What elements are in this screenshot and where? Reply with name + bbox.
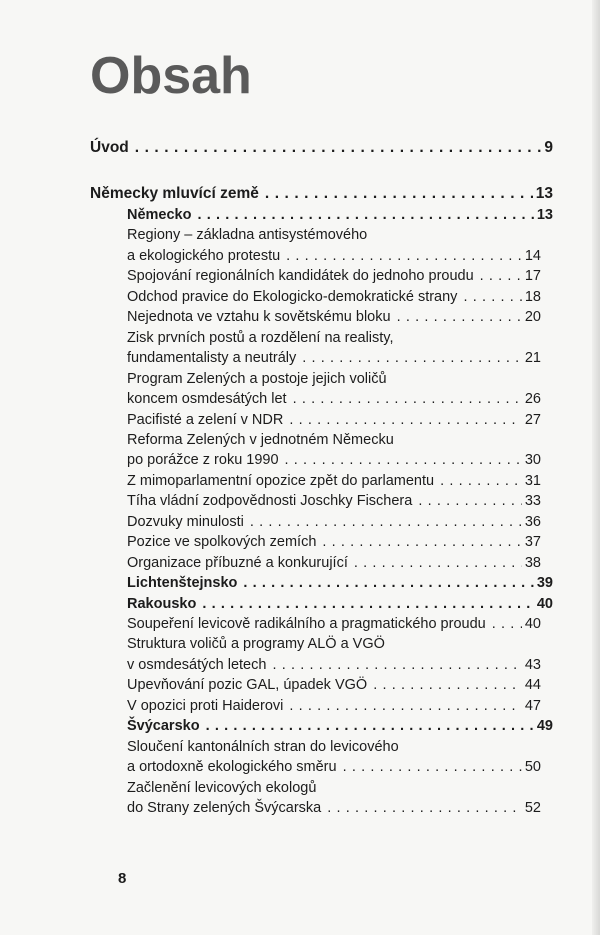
dot-leader (272, 655, 521, 675)
toc-entry (127, 798, 541, 818)
toc-entry (127, 553, 541, 573)
toc-entry (90, 138, 553, 158)
toc-entry-title: koncem osmdesátých let (127, 391, 287, 408)
toc-entry-title: Pacifisté a zelení v NDR (127, 411, 284, 428)
toc-entry-page: 27 (524, 411, 541, 428)
toc-entry (127, 287, 541, 307)
dot-leader (285, 450, 522, 470)
toc-entry (127, 737, 541, 757)
toc-entry (127, 512, 541, 532)
toc-entry-title: Úvod (90, 139, 129, 156)
toc-entry (127, 778, 541, 798)
toc-entry (127, 328, 541, 348)
dot-leader (463, 287, 521, 307)
dot-leader (373, 675, 522, 695)
toc-entry-page: 44 (524, 677, 541, 694)
dot-leader (243, 573, 533, 593)
toc-entry-page: 18 (524, 288, 541, 305)
dot-leader (289, 410, 522, 430)
toc-entry-title: a ortodoxně ekologického směru (127, 759, 337, 776)
toc-entry (127, 348, 541, 368)
toc-entry-title: Začlenění levicových ekologů (127, 779, 317, 796)
dot-leader (440, 471, 522, 491)
toc-entry-title: do Strany zelených Švýcarska (127, 800, 322, 817)
toc-entry (127, 675, 541, 695)
page-title: Obsah (90, 47, 252, 105)
toc-entry (127, 266, 541, 286)
dot-leader (197, 205, 533, 225)
toc-entry-page: 13 (535, 185, 553, 202)
toc-entry-title: Program Zelených a postoje jejich voličů (127, 370, 387, 387)
dot-leader (135, 138, 542, 158)
toc-entry (127, 594, 553, 614)
toc-entry-title: a ekologického protestu (127, 247, 281, 264)
toc-entry-page: 14 (524, 247, 541, 264)
toc-entry-page: 20 (524, 309, 541, 326)
toc-entry (127, 614, 541, 634)
toc-entry-page: 36 (524, 513, 541, 530)
toc-entry (127, 696, 541, 716)
dot-leader (492, 614, 522, 634)
toc-entry-page: 9 (544, 139, 553, 156)
toc-entry-title: Zisk prvních postů a rozdělení na realisty, (127, 329, 394, 346)
toc-entry-page: 21 (524, 350, 541, 367)
toc-entry (127, 634, 541, 654)
toc-entry-page: 39 (536, 575, 553, 592)
dot-leader (202, 594, 534, 614)
toc-entry (127, 307, 541, 327)
dot-leader (397, 307, 522, 327)
toc-entry-page: 31 (524, 472, 541, 489)
dot-leader (289, 696, 522, 716)
toc-entry-title: Rakousko (127, 595, 197, 612)
toc-entry (127, 225, 541, 245)
toc-entry-page: 26 (524, 391, 541, 408)
toc-entry (127, 471, 541, 491)
toc-entry (127, 491, 541, 511)
toc-entry-title: fundamentalisty a neutrály (127, 350, 297, 367)
dot-leader (206, 716, 534, 736)
toc-entry-page: 33 (524, 493, 541, 510)
toc-entry-title: Struktura voličů a programy ALÖ a VGÖ (127, 636, 385, 653)
toc-entry-page: 52 (524, 800, 541, 817)
toc-entry-title: Tíha vládní zodpovědnosti Joschky Fischera (127, 493, 413, 510)
toc-entry (127, 532, 541, 552)
toc-entry-page: 30 (524, 452, 541, 469)
toc-entry-title: Lichtenštejnsko (127, 575, 238, 592)
toc-entry (127, 450, 541, 470)
dot-leader (343, 757, 522, 777)
toc-entry (127, 410, 541, 430)
toc-entry-title: Německy mluvící země (90, 185, 259, 202)
page-edge (592, 0, 600, 935)
toc-entry (90, 184, 553, 204)
dot-leader (286, 246, 522, 266)
toc-entry-title: Z mimoparlamentní opozice zpět do parlamentu (127, 472, 435, 489)
toc-entry-title: Švýcarsko (127, 718, 200, 735)
toc-entry (127, 655, 541, 675)
toc-entry-title: po porážce z roku 1990 (127, 452, 279, 469)
toc-entry (127, 757, 541, 777)
toc-entry-title: Pozice ve spolkových zemích (127, 534, 317, 551)
toc-entry-title: Reforma Zelených v jednotném Německu (127, 431, 394, 448)
toc-entry-title: Regiony – základna antisystémového (127, 227, 368, 244)
toc-entry (127, 246, 541, 266)
toc-entry-page: 43 (524, 656, 541, 673)
toc-entry-title: Upevňování pozic GAL, úpadek VGÖ (127, 677, 368, 694)
dot-leader (354, 553, 522, 573)
toc-entry (127, 716, 553, 736)
toc-entry (127, 430, 541, 450)
dot-leader (302, 348, 522, 368)
toc-entry-title: Odchod pravice do Ekologicko-demokratické strany (127, 288, 458, 305)
dot-leader (418, 491, 522, 511)
toc-entry (127, 573, 553, 593)
toc-entry-page: 50 (524, 759, 541, 776)
toc-entry-page: 40 (536, 595, 553, 612)
toc-entry-title: Nejednota ve vztahu k sovětskému bloku (127, 309, 391, 326)
toc-entry-title: Dozvuky minulosti (127, 513, 244, 530)
dot-leader (327, 798, 522, 818)
dot-leader (322, 532, 521, 552)
toc-entry-title: Organizace příbuzné a konkurující (127, 554, 348, 571)
toc-entry-title: V opozici proti Haiderovi (127, 697, 284, 714)
dot-leader (265, 184, 533, 204)
dot-leader (480, 266, 522, 286)
toc-entry-title: v osmdesátých letech (127, 656, 267, 673)
toc-entry-page: 13 (536, 207, 553, 223)
toc-entry-page: 40 (524, 616, 541, 632)
toc-entry-page: 17 (524, 268, 541, 285)
toc-entry-title: Sloučení kantonálních stran do levicového (127, 738, 399, 755)
toc-entry (127, 389, 541, 409)
toc-entry (127, 369, 541, 389)
toc-entry-title: Německo (127, 207, 192, 223)
dot-leader (250, 512, 522, 532)
toc-entry-page: 38 (524, 554, 541, 571)
toc-entry-page: 47 (524, 697, 541, 714)
page-number: 8 (118, 870, 127, 887)
toc-entry-title: Soupeření levicově radikálního a pragmatického proudu (127, 616, 486, 632)
toc-entry-page: 49 (536, 718, 553, 735)
toc-entry-title: Spojování regionálních kandidátek do jednoho proudu (127, 268, 474, 285)
toc-entry-page: 37 (524, 534, 541, 551)
dot-leader (293, 389, 522, 409)
toc-entry (127, 205, 553, 225)
